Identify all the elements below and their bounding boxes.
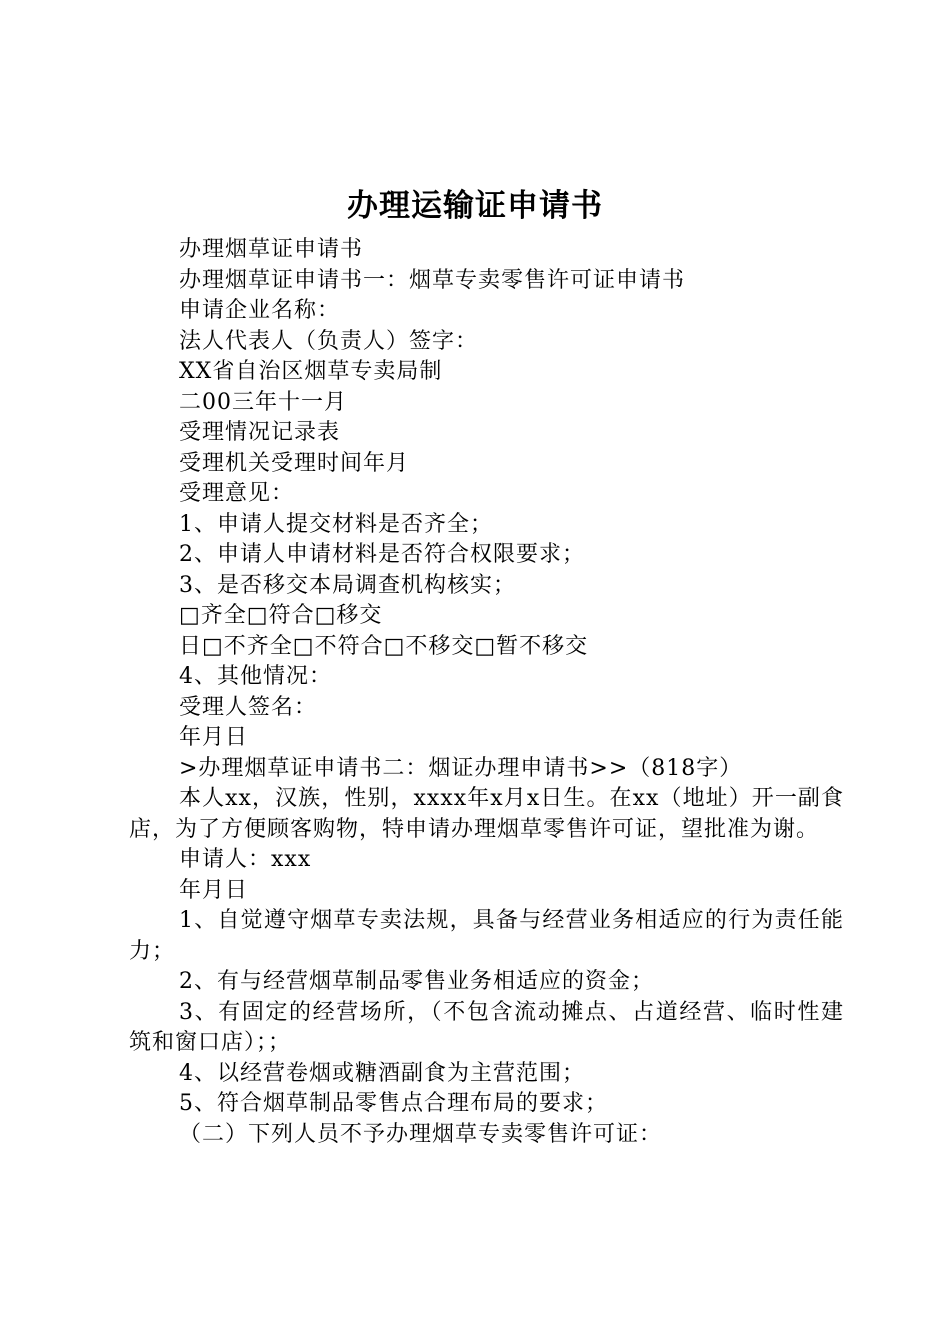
paragraph: （二）下列人员不予办理烟草专卖零售许可证： bbox=[179, 1121, 663, 1147]
document-body bbox=[129, 235, 844, 1150]
paragraph: 本人xx，汉族，性别，xxxx年x月x日生。在xx（地址）开一副食店，为了方便顾客购物，特申请办理烟草零售许可证，望批准为谢。 bbox=[129, 786, 844, 842]
paragraph: 办理烟草证申请书 bbox=[179, 237, 364, 262]
paragraph: 二00三年十一月 bbox=[179, 389, 347, 415]
paragraph: 年月日 bbox=[179, 877, 249, 903]
paragraph: 法人代表人（负责人）签字： bbox=[179, 328, 479, 354]
paragraph: 1、自觉遵守烟草专卖法规，具备与经营业务相适应的行为责任能力； bbox=[129, 908, 844, 964]
checkbox-line: □齐全□符合□移交 bbox=[179, 603, 383, 628]
paragraph: XX省自治区烟草专卖局制 bbox=[179, 359, 443, 384]
paragraph: 年月日 bbox=[179, 725, 249, 750]
paragraph: 受理人签名： bbox=[179, 694, 318, 720]
paragraph: 受理情况记录表 bbox=[179, 420, 341, 445]
paragraph: 申请人：xxx bbox=[179, 847, 312, 872]
paragraph: 办理烟草证申请书一：烟草专卖零售许可证申请书 bbox=[179, 267, 686, 293]
document-title: 办理运输证申请书 bbox=[347, 188, 603, 224]
paragraph: 申请企业名称： bbox=[179, 298, 341, 323]
paragraph: 3、是否移交本局调查机构核实； bbox=[179, 572, 516, 598]
paragraph: 2、申请人申请材料是否符合权限要求； bbox=[179, 542, 585, 567]
paragraph: 4、其他情况： bbox=[179, 664, 332, 689]
paragraph: 受理意见： bbox=[179, 481, 295, 506]
paragraph: 1、申请人提交材料是否齐全； bbox=[179, 511, 493, 537]
paragraph: 2、有与经营烟草制品零售业务相适应的资金； bbox=[179, 969, 654, 994]
paragraph: 受理机关受理时间年月 bbox=[179, 450, 410, 476]
checkbox-line: 日□不齐全□不符合□不移交□暂不移交 bbox=[179, 633, 589, 659]
paragraph: 5、符合烟草制品零售点合理布局的要求； bbox=[179, 1091, 608, 1116]
paragraph: 4、以经营卷烟或糖酒副食为主营范围； bbox=[179, 1060, 585, 1086]
paragraph: 3、有固定的经营场所，（不包含流动摊点、占道经营、临时性建筑和窗口店）；； bbox=[129, 999, 844, 1055]
section-heading: >办理烟草证申请书二：烟证办理申请书>>（818字） bbox=[179, 755, 743, 781]
